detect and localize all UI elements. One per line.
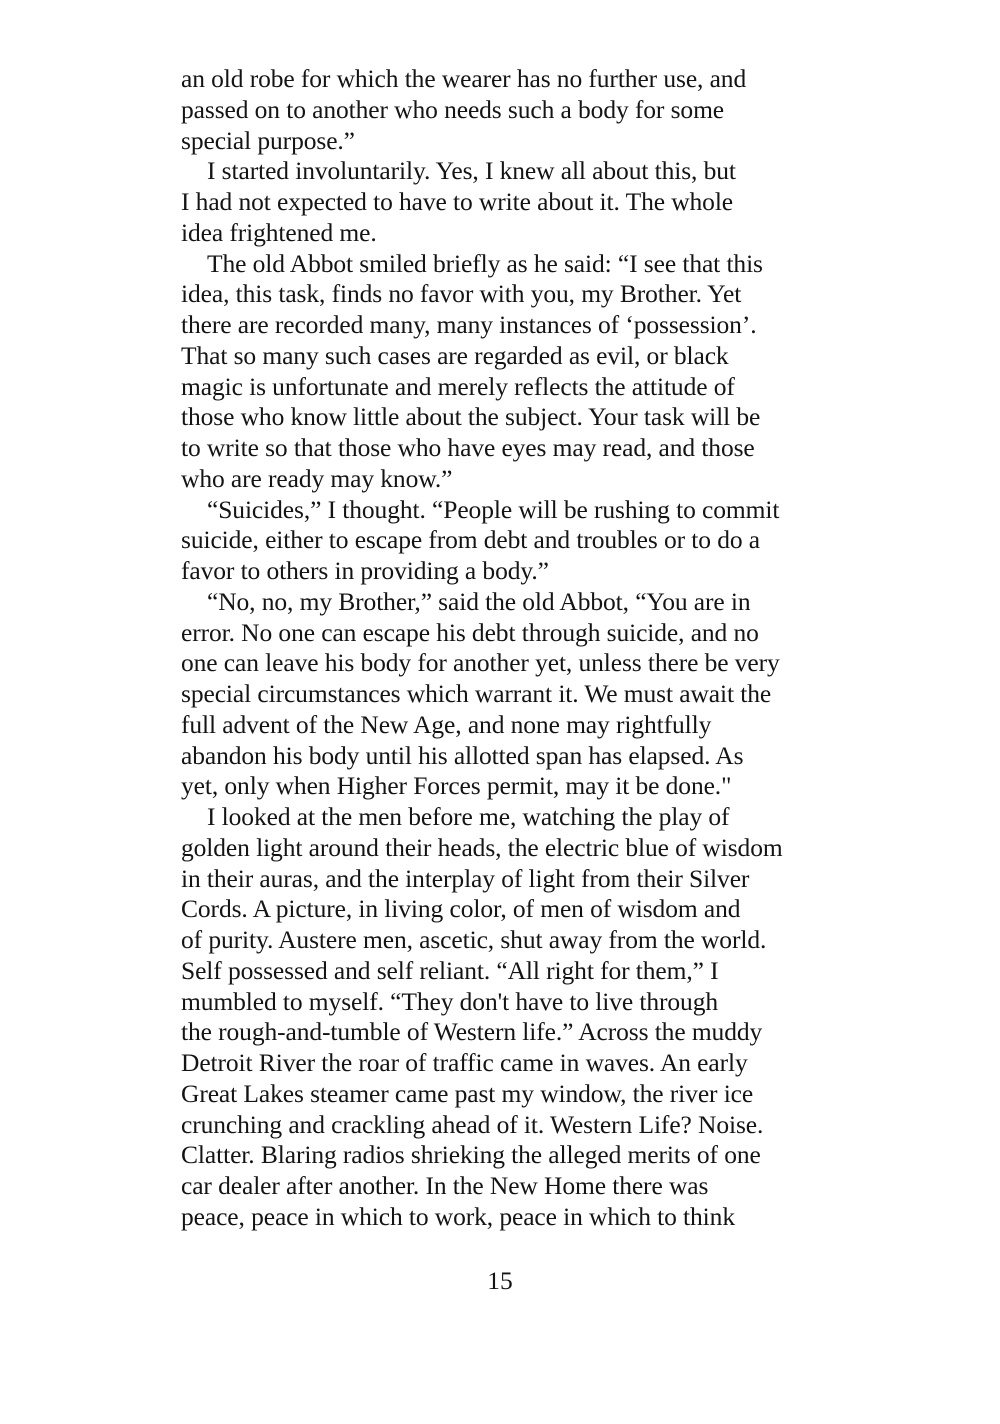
text-line: Detroit River the roar of traffic came in waves. An early: [181, 1048, 748, 1077]
text-line: suicide, either to escape from debt and troubles or to do a: [181, 525, 760, 555]
text-line: car dealer after another. In the New Home there was: [181, 1171, 709, 1200]
text-line: magic is unfortunate and merely reflects the attitude of: [181, 371, 735, 401]
text-line: one can leave his body for another yet, unless there be very: [181, 648, 780, 678]
text-line: there are recorded many, many instances of ‘possession’.: [181, 310, 757, 339]
text-line: abandon his body until his allotted span has elapsed. As: [181, 740, 744, 770]
text-line: golden light around their heads, the electric blue of wisdom: [181, 832, 783, 862]
text-line: Great Lakes steamer came past my window, the river ice: [181, 1078, 754, 1108]
paragraph-first-line: I started involuntarily. Yes, I knew all about this, but: [207, 156, 736, 186]
text-line: crunching and crackling ahead of it. Western Life? Noise.: [181, 1109, 764, 1139]
text-line: those who know little about the subject. Your task will be: [181, 402, 761, 432]
paragraph-first-line: “Suicides,” I thought. “People will be rushing to commit: [207, 494, 780, 524]
text-line: Cords. A picture, in living color, of men of wisdom and: [181, 894, 741, 924]
text-line: passed on to another who needs such a body for some: [181, 94, 725, 124]
text-line: peace, peace in which to work, peace in which to think: [181, 1201, 735, 1231]
text-line: who are ready may know.”: [181, 463, 453, 493]
page-number: 15: [487, 1266, 513, 1295]
text-line: That so many such cases are regarded as evil, or black: [181, 340, 729, 370]
text-line: special purpose.”: [181, 125, 355, 155]
text-line: idea, this task, finds no favor with you, my Brother. Yet: [181, 279, 742, 309]
text-line: mumbled to myself. “They don't have to live through: [181, 986, 719, 1016]
text-line: special circumstances which warrant it. We must await the: [181, 679, 772, 708]
text-line: favor to others in providing a body.”: [181, 556, 549, 585]
body-text: [181, 64, 841, 1233]
text-line: the rough-and-tumble of Western life.” Across the muddy: [181, 1017, 763, 1047]
text-line: Self possessed and self reliant. “All right for them,” I: [181, 955, 719, 985]
text-line: I had not expected to have to write about it. The whole: [181, 187, 734, 216]
text-line: in their auras, and the interplay of light from their Silver: [181, 863, 750, 893]
paragraph-first-line: The old Abbot smiled briefly as he said: “I see that this: [207, 248, 763, 278]
text-line: Clatter. Blaring radios shrieking the alleged merits of one: [181, 1140, 761, 1170]
paragraph-first-line: “No, no, my Brother,” said the old Abbot, “You are in: [207, 586, 751, 616]
text-line: an old robe for which the wearer has no further use, and: [181, 64, 747, 93]
text-line: yet, only when Higher Forces permit, may it be done.": [181, 771, 732, 801]
text-line: error. No one can escape his debt through suicide, and no: [181, 617, 759, 647]
text-line: of purity. Austere men, ascetic, shut away from the world.: [181, 925, 767, 954]
text-line: full advent of the New Age, and none may rightfully: [181, 709, 712, 739]
paragraph-first-line: I looked at the men before me, watching the play of: [207, 802, 730, 831]
text-line: to write so that those who have eyes may read, and those: [181, 433, 755, 462]
text-line: idea frightened me.: [181, 217, 377, 247]
